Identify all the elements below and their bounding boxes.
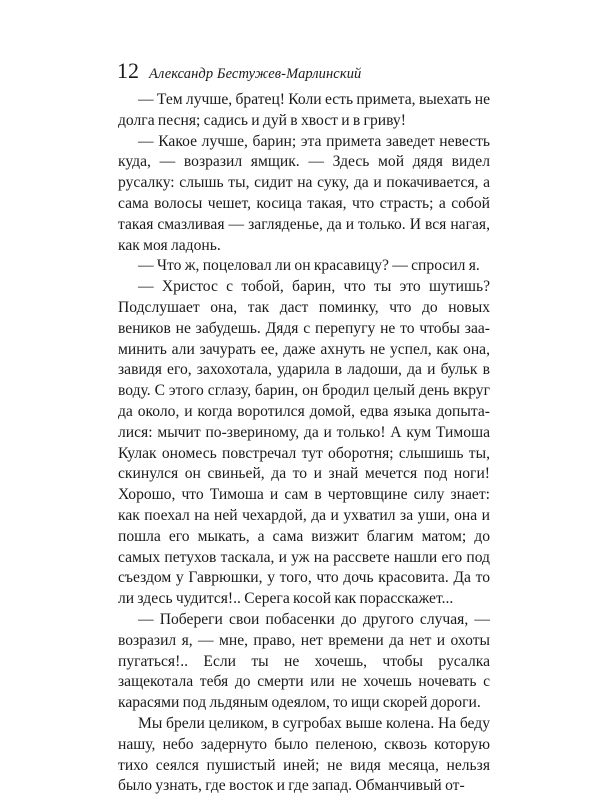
paragraph: — Побереги свои побасенки до другого случая, — возразил я, — мне, право, нет времени да нет и охоты пугаться!.. Если ты не хочешь, чтобы русалка защекотала тебя до смерти или не хочешь ночевать с карасями под льдяным одеялом, то ищи скорей дороги. <box>118 610 490 712</box>
body-text <box>118 90 490 797</box>
paragraph: — Христос с тобой, барин, что ты это шутишь? Подслушает она, так даст поминку, что до новых веников не забудешь. Дядя с перепугу не то чтобы зааминить али зачурать ее, даже ахнуть не успел, как она, завидя его, захохотала, ударила в ладоши, да и бульк в воду. С этого сглазу, барин, он бродил целый день вкруг да около, и когда воротился домой, едва языка допыталися: мычит по-звериному, да и только! А кум Тимоша Кулак ономесь повстречал тут оборотня; слышишь ты, скинулся он свиньей, да то и знай мечется под ноги! Хорошо, что Тимоша и сам в чертовщине силу знает: как поехал на ней чехардой, да и ухватил за уши, она и пошла его мыкать, а сама визжит благим матом; до самых петухов таскала, и уж на рассвете нашли его под съездом у Гаврюшки, у того, что дочь красовита. Да то ли здесь чудится!.. Серега косой как порасскажет... <box>118 278 490 608</box>
paragraph: Мы брели целиком, в сугробах выше колена. На беду нашу, небо задернуто было пеленою, сквозь которую тихо сеялся пушистый иней; не видя месяца, нельзя было узнать, где восток и где запад. Обманчивый от- <box>118 714 490 795</box>
paragraph: — Какое лучше, барин; эта примета заведет невесть куда, — возразил ямщик. — Здесь мой дядя видел русалку: слышь ты, сидит на суку, да и покачивается, а сама волосы чешет, косица такая, что страсть; а собой такая смазливая — загляденье, да и только. И вся нагая, как моя ладонь. <box>118 132 490 254</box>
running-head: Александр Бестужев-Марлинский <box>149 66 362 82</box>
paragraph: — Что ж, поцеловал ли он красавицу? — спросил я. <box>138 257 480 275</box>
page-number: 12 <box>117 58 139 83</box>
paragraph: — Тем лучше, братец! Коли есть примета, выехать не долга песня; садись и дуй в хвост и в гриву! <box>118 91 490 129</box>
page-header <box>117 58 361 84</box>
